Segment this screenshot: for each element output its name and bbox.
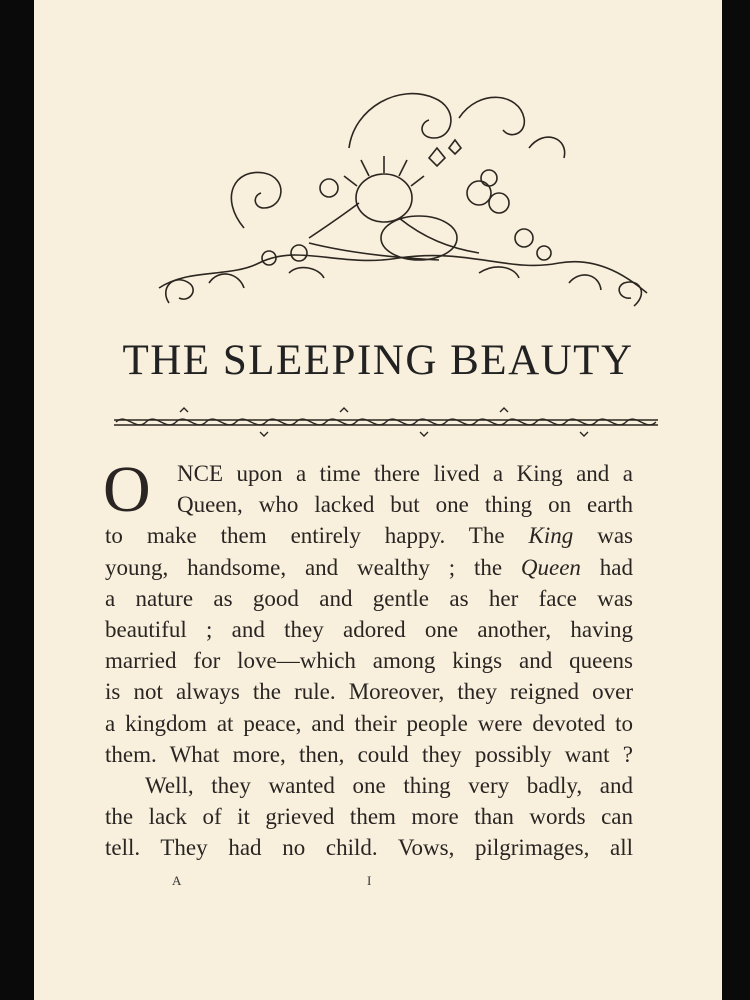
text-line-3-end: was (597, 523, 634, 549)
text-line-5: a nature as good and gentle as her face was (105, 585, 633, 611)
text-line-6: beautiful ; and they adored one another, having (105, 616, 633, 642)
text-line-4 (105, 552, 633, 583)
page-number: I (367, 873, 372, 888)
text-line-1: NCE upon a time there lived a King and a (177, 461, 633, 486)
text-line-13: tell. They had no child. Vows, pilgrimages, all (105, 835, 633, 861)
text-line-3-start: to make them entirely happy. The (105, 523, 505, 549)
book-page (34, 0, 722, 1000)
text-line-4-start: young, handsome, and wealthy ; the (105, 554, 503, 580)
text-line-10: them. What more, then, could they possibly want ? (105, 741, 633, 767)
text-line-11: Well, they wanted one thing very badly, and (145, 772, 633, 798)
italic-king: King (528, 523, 574, 549)
text-line-2: Queen, who lacked but one thing on earth (177, 492, 633, 518)
page-title: THE SLEEPING BEAUTY (122, 337, 634, 384)
text-line-4-end: had (599, 554, 634, 580)
signature-mark: A (172, 873, 182, 888)
text-line-9: a kingdom at peace, and their people were devoted to (105, 710, 633, 736)
cherub-ornament-illustration (149, 78, 654, 323)
text-line-7: married for love—which among kings and queens (105, 648, 633, 674)
text-line-12: the lack of it grieved them more than words can (105, 804, 633, 830)
text-line-3 (105, 520, 633, 551)
drop-cap: O (103, 453, 151, 526)
story-text (103, 453, 634, 863)
italic-queen: Queen (520, 554, 581, 580)
text-line-8: is not always the rule. Moreover, they reigned over (105, 679, 633, 705)
decorative-vine-divider (110, 406, 662, 440)
